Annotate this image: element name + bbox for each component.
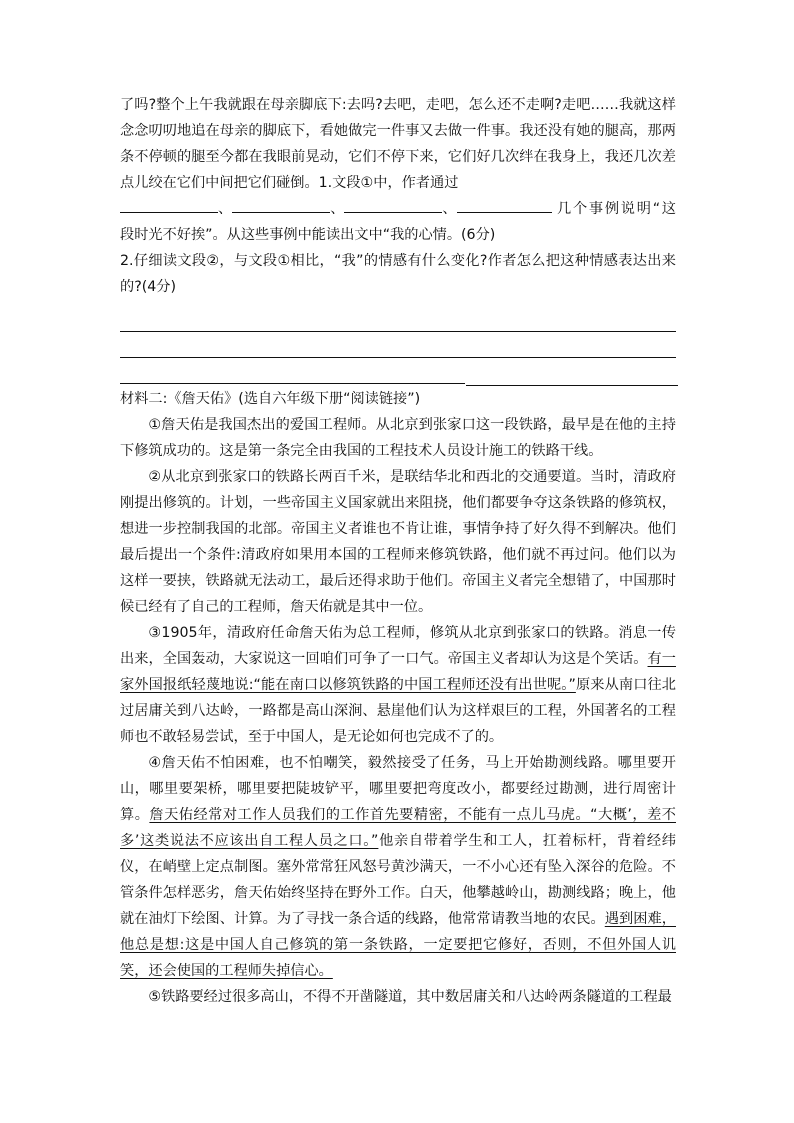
answer-line-1[interactable] [120, 306, 676, 332]
paragraph-4-text-a: ④詹天佑不怕困难，也不怕嘲笑，毅然接受了任务，马上开始勘测线路。哪里要开山，哪里要架桥，哪里要把陡坡铲平，哪里要把弯度改小，都要经过勘测，进行周密计算。 [120, 755, 676, 823]
answer-blank-4[interactable] [457, 211, 552, 213]
answer-line-3[interactable] [120, 358, 465, 384]
material-2-title: 材料二:《詹天佑》(选自六年级下册“阅读链接”) [120, 391, 421, 407]
question-2: 2.仔细读文段②，与文段①相比，“我”的情感有什么变化?作者怎么把这种情感表达出来的?(4分) [120, 253, 676, 295]
paragraph-4-underlined-1: 詹天佑经常对工作人员我们的工作首先要精密，不能有一点儿马虎。“大概’，差不多’这类说法不应该出自工程人员之口。” [120, 807, 676, 849]
question-1-tail: 几个事例说明“这段时光不好挨”。从这些事例中能读出文中“我的心情。(6分) [120, 201, 676, 243]
question-1-blank-row: 、 、 、 [120, 196, 676, 222]
paragraph-5: ⑤铁路要经过很多高山，不得不开凿隧道，其中数居庸关和八达岭两条隧道的工程最 [148, 989, 672, 1005]
answer-line-2[interactable] [120, 332, 676, 358]
paragraph-1: ①詹天佑是我国杰出的爱国工程师。从北京到张家口这一段铁路，最早是在他的主持下修筑成功的。这是第一条完全由我国的工程技术人员设计施工的铁路干线。 [120, 417, 676, 459]
paragraph-4-text-b: 他亲自带着学生和工人，扛着标杆，背着经纬仪，在峭壁上定点制图。塞外常常狂风怒号黄沙满天，一不小心还有坠入深谷的危险。不管条件怎样恶劣，詹天佑始终坚持在野外工作。白天，他攀越岭山，勘测线路；晚上，他就在油灯下绘图、计算。为了寻找一条合适的线路，他常常请教当地的农民。 [120, 833, 676, 927]
paragraph-4-underlined-2: 遇到困难，他总是想:这是中国人自己修筑的第一条铁路，一定要把它修好，否则，不但外国人讥笑，还会使国的工程师失掉信心。 [120, 911, 676, 979]
material-2-heading-row [120, 386, 676, 412]
answer-blank-3[interactable] [344, 211, 442, 213]
answer-line-3-tail[interactable] [466, 385, 678, 386]
paragraph-3-text-b: 原来从南口往北过居庸关到八达岭，一路都是高山深涧、悬崖他们认为这样艰巨的工程，外国著名的工程师也不敢轻易尝试，至于中国人，是无论如何也完成不了的。 [120, 677, 676, 745]
document-page [120, 92, 676, 1010]
paragraph-4 [120, 750, 676, 984]
paragraph-3 [120, 620, 676, 750]
answer-blank-1[interactable] [120, 211, 218, 213]
paragraph-3-underlined: 有一家外国报纸轻蔑地说:“能在南口以修筑铁路的中国工程师还没有出世呢。” [120, 651, 676, 693]
answer-blank-2[interactable] [232, 211, 330, 213]
paragraph-3-text-a: ③1905年，清政府任命詹天佑为总工程师，修筑从北京到张家口的铁路。消息一传出来，全国轰动，大家说这一回咱们可争了一口气。帝国主义者却认为这是个笑话。 [120, 625, 676, 667]
passage-tail: 了吗?整个上午我就跟在母亲脚底下:去吗?去吧，走吧，怎么还不走啊?走吧……我就这样念念叨叨地追在母亲的脚底下，看她做完一件事又去做一件事。我还没有她的腿高，那两条不停顿的腿至今都在我眼前晃动，它们不停下来，它们好几次绊在我身上，我还几次差点儿绞在它们中间把它们碰倒。1.文段①中，作者通过 [120, 97, 676, 191]
paragraph-2: ②从北京到张家口的铁路长两百千米，是联结华北和西北的交通要道。当时，清政府刚提出修筑的。计划，一些帝国主义国家就出来阻挠，他们都要争夺这条铁路的修筑权，想进一步控制我国的北部。帝国主义者谁也不肯让谁，事情争持了好久得不到解决。他们最后提出一个条件:清政府如果用本国的工程师来修筑铁路，他们就不再过问。他们以为这样一要挟，铁路就无法动工，最后还得求助于他们。帝国主义者完全想错了，中国那时候已经有了自己的工程师，詹天佑就是其中一位。 [120, 469, 676, 615]
